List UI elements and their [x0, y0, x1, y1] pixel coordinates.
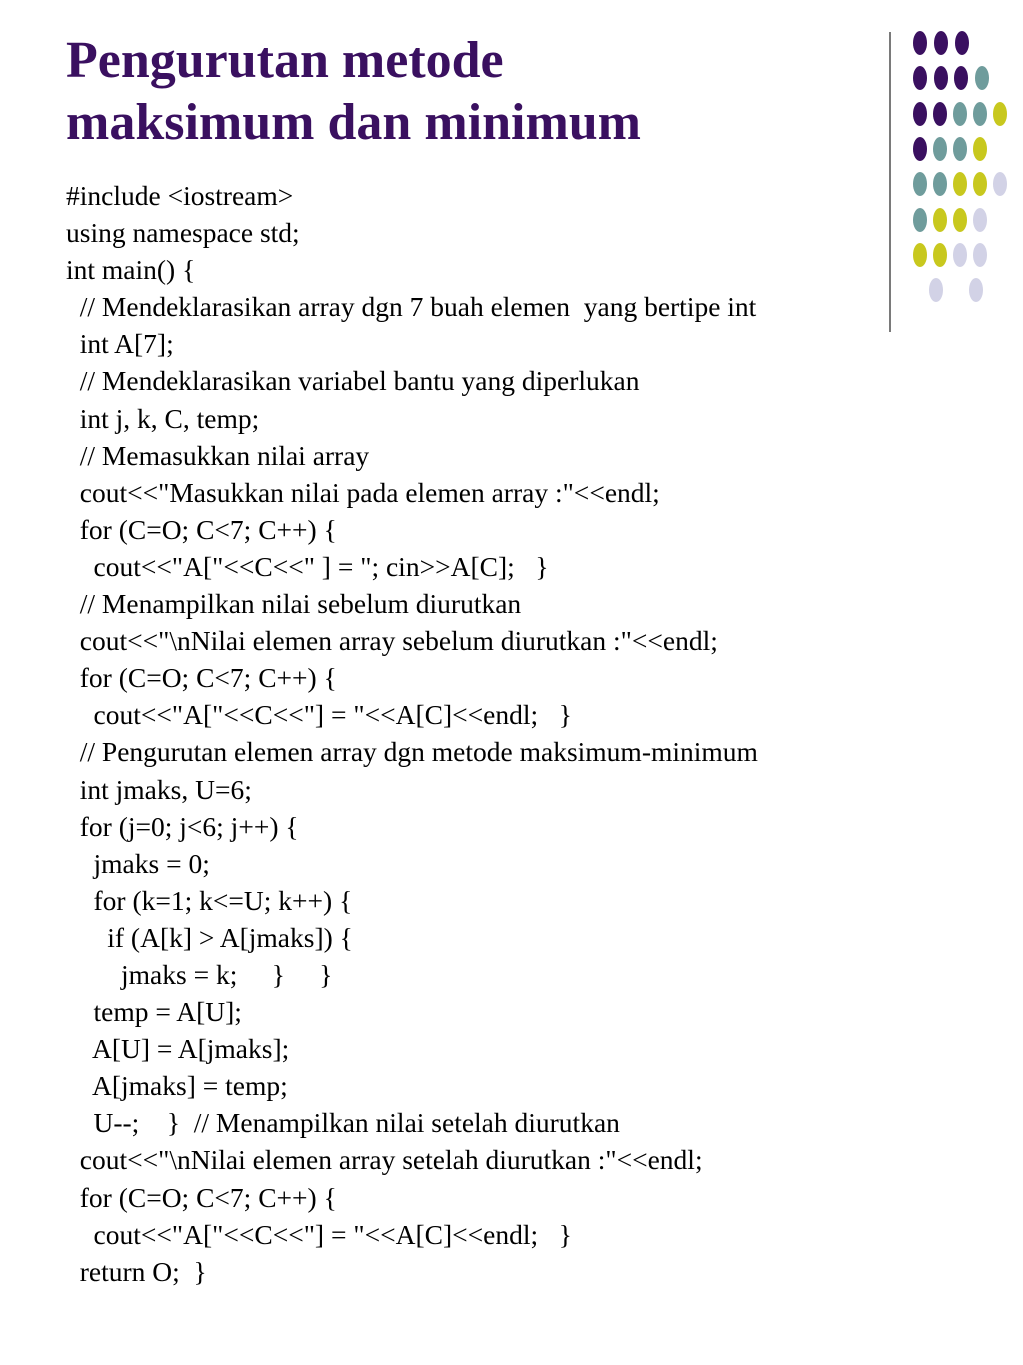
code-line: if (A[k] > A[jmaks]) { — [66, 921, 353, 953]
code-line: cout<<"Masukkan nilai pada elemen array :"<<endl; — [66, 476, 660, 508]
code-line: cout<<"A["<<C<<"] = "<<A[C]<<endl; } — [66, 1218, 572, 1250]
code-line: cout<<"\nNilai elemen array sebelum diurutkan :"<<endl; — [66, 625, 718, 657]
slide-title — [66, 30, 866, 154]
code-line: jmaks = k; } } — [66, 958, 333, 990]
code-line: cout<<"\nNilai elemen array setelah diurutkan :"<<endl; — [66, 1144, 703, 1176]
code-line: #include <iostream> — [66, 180, 294, 211]
ornament-dot — [993, 102, 1007, 126]
ornament-dot — [913, 102, 927, 126]
code-line: cout<<"A["<<C<<"] = "<<A[C]<<endl; } — [66, 699, 572, 731]
ornament-dot — [934, 66, 948, 90]
code-line: A[U] = A[jmaks]; — [66, 1033, 290, 1065]
code-line: for (C=O; C<7; C++) { — [66, 513, 337, 545]
ornament-dot — [973, 102, 987, 126]
code-line: temp = A[U]; — [66, 996, 242, 1028]
code-line: int jmaks, U=6; — [66, 773, 252, 805]
code-line: // Mendeklarasikan variabel bantu yang diperlukan — [66, 365, 640, 397]
ornament-dot — [933, 137, 947, 161]
ornament-dot — [954, 66, 968, 90]
ornament-dot — [953, 102, 967, 126]
code-line: // Pengurutan elemen array dgn metode maksimum-minimum — [66, 736, 758, 768]
ornament-dot — [913, 137, 927, 161]
code-line: cout<<"A["<<C<<" ] = "; cin>>A[C]; } — [66, 550, 549, 582]
code-line: for (k=1; k<=U; k++) { — [66, 884, 353, 916]
ornament-dot — [934, 31, 948, 55]
code-line: for (C=O; C<7; C++) { — [66, 662, 337, 694]
code-line: // Menampilkan nilai sebelum diurutkan — [66, 588, 522, 620]
code-line: for (C=O; C<7; C++) { — [66, 1181, 337, 1213]
code-line: int A[7]; — [66, 328, 174, 360]
code-line: using namespace std; — [66, 217, 300, 249]
code-block — [66, 177, 966, 1290]
code-line: U--; } // Menampilkan nilai setelah diurutkan — [66, 1107, 620, 1139]
ornament-dot — [973, 208, 987, 232]
code-line: int j, k, C, temp; — [66, 402, 260, 434]
ornament-dot — [993, 172, 1007, 196]
code-line: int main() { — [66, 254, 196, 286]
ornament-dot — [955, 31, 969, 55]
ornament-dot — [969, 278, 983, 302]
code-line: return O; } — [66, 1255, 207, 1287]
ornament-dot — [933, 102, 947, 126]
ornament-dot — [953, 137, 967, 161]
code-line: // Memasukkan nilai array — [66, 439, 370, 471]
title-line-2: maksimum dan minimum — [66, 94, 641, 151]
code-line: for (j=0; j<6; j++) { — [66, 810, 299, 842]
ornament-dot — [913, 31, 927, 55]
ornament-dot — [973, 172, 987, 196]
ornament-dot — [913, 66, 927, 90]
ornament-dot — [975, 66, 989, 90]
code-line: A[jmaks] = temp; — [66, 1070, 288, 1102]
ornament-dot — [973, 137, 987, 161]
title-line-1: Pengurutan metode — [66, 32, 504, 89]
code-line: jmaks = 0; — [66, 847, 210, 879]
ornament-dot — [973, 243, 987, 267]
code-line: // Mendeklarasikan array dgn 7 buah elemen yang bertipe int — [66, 291, 757, 323]
